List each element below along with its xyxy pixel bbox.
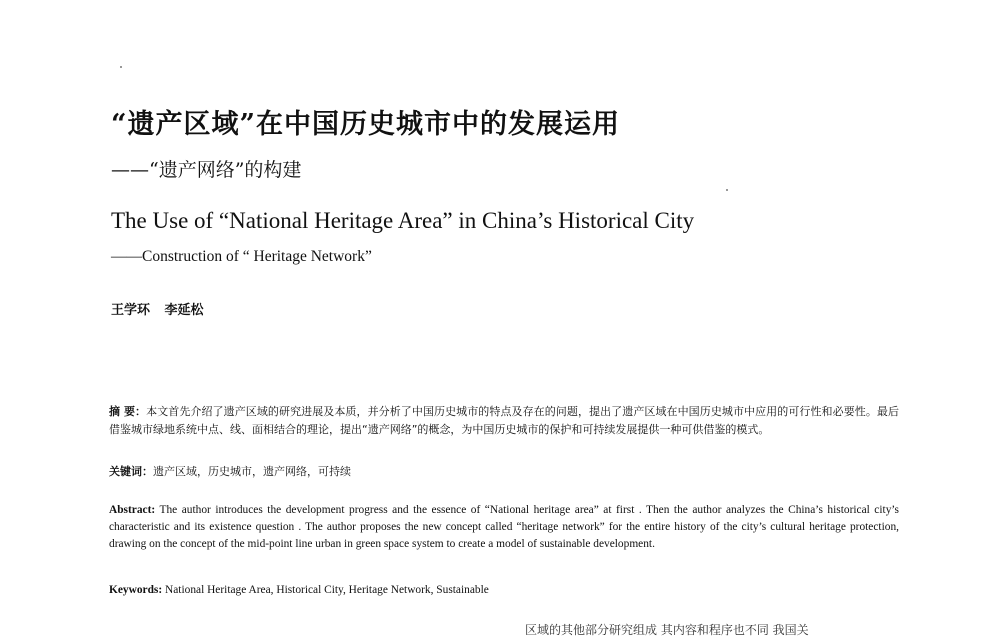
chinese-title: “遗产区域”在中国历史城市中的发展运用 bbox=[111, 109, 621, 140]
chinese-abstract-text: 本文首先介绍了遗产区域的研究进展及本质，并分析了中国历史城市的特点及存在的问题，提出了遗产区域在中国历史城市中应用的可行性和必要性。最后借鉴城市绿地系统中点、线、面相结合的理论，提出“遗产网络”的概念，为中国历史城市的保护和可持续发展提供一种可供借鉴的模式。 bbox=[109, 405, 899, 436]
english-title: The Use of “National Heritage Area” in China’s Historical City bbox=[111, 208, 695, 233]
english-subtitle: ——Construction of “ Heritage Network” bbox=[111, 248, 372, 265]
body-text-fragment: 区域的其他部分研究组成 其内容和程序也不同 我国关 bbox=[525, 623, 809, 637]
chinese-keywords bbox=[109, 463, 351, 479]
english-keywords-text: National Heritage Area, Historical City, Heritage Network, Sustainable bbox=[165, 584, 489, 596]
chinese-subtitle: ——“遗产网络”的构建 bbox=[111, 159, 302, 181]
english-keywords-label: Keywords: bbox=[109, 584, 163, 596]
authors: 王学环 李延松 bbox=[111, 303, 204, 318]
chinese-keywords-text: 遗产区域，历史城市，遗产网络，可持续 bbox=[153, 465, 351, 478]
english-keywords bbox=[109, 584, 489, 596]
english-abstract-text: The author introduces the development progress and the essence of “National heritage area” at first . Then the author analyzes the China’s historical city’s characteristic and its existence question . The author proposes the new concept called “heritage network” for the entire history of the city’s cultural heritage protection, drawing on the concept of the mid-point line urban in green space system to create a model of sustainable development. bbox=[109, 504, 899, 550]
english-abstract bbox=[109, 502, 899, 553]
scan-speck bbox=[120, 66, 122, 68]
chinese-keywords-label: 关键词： bbox=[109, 465, 153, 478]
english-abstract-label: Abstract: bbox=[109, 504, 156, 516]
chinese-abstract bbox=[109, 403, 899, 439]
scan-speck bbox=[726, 189, 728, 191]
chinese-abstract-label: 摘 要： bbox=[109, 405, 147, 418]
